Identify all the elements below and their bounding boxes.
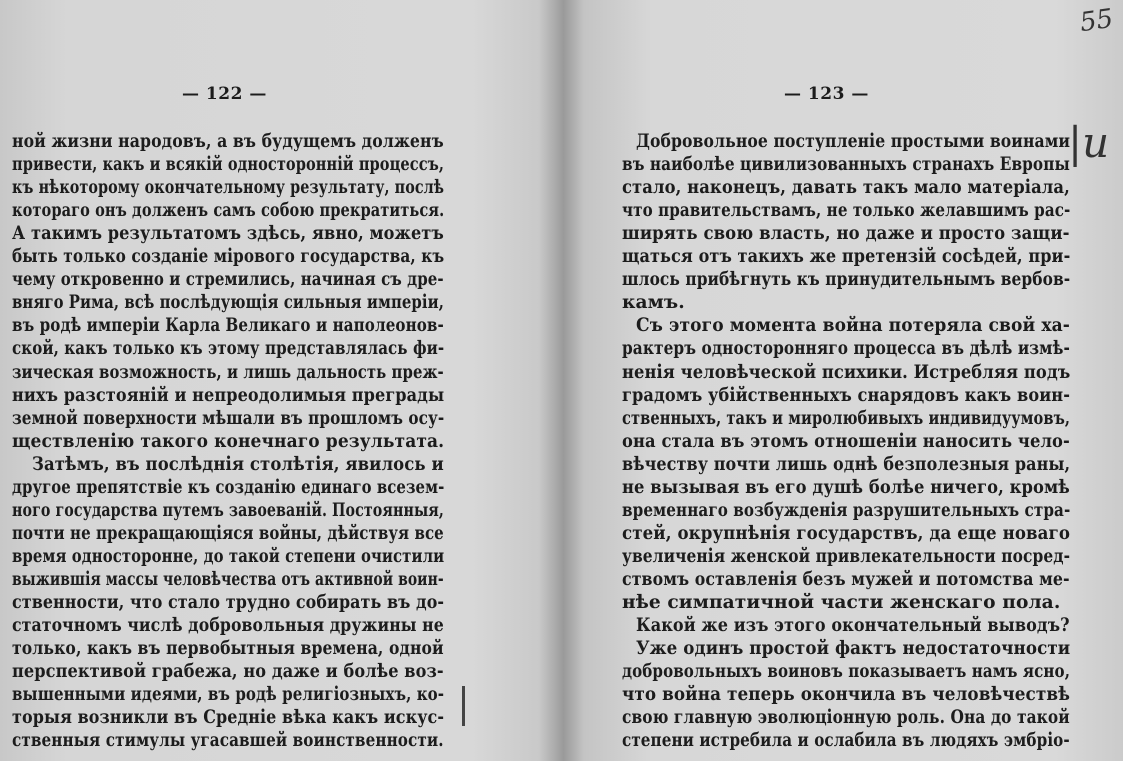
text-line: степени истребила и ослабила въ людяхъ эмбріо- — [622, 730, 1070, 752]
text-line: не вызывая въ его душѣ болѣе ничего, кромѣ — [622, 476, 1070, 498]
text-line: временнаго возбужденія разрушительныхъ стра- — [622, 499, 1071, 521]
text-line: вышенными идеями, въ родѣ религіозныхъ, ко- — [12, 684, 445, 706]
text-line: А такимъ результатомъ здѣсь, явно, можетъ — [12, 223, 444, 245]
text-line: вняго Рима, всѣ послѣдующія сильныя имперіи, — [12, 292, 444, 314]
text-line: вѣчеству почти лишь однѣ безполезныя раны, — [622, 453, 1071, 475]
text-line: шлось прибѣгнуть къ принудительнымъ вербов- — [622, 269, 1071, 291]
text-line: стей, окрупнѣнія государствъ, да еще новаго — [622, 522, 1070, 544]
text-line: торыя возникли въ Средніе вѣка какъ искус- — [12, 707, 445, 729]
text-line: она стала въ этомъ отношеніи наносить чело- — [622, 430, 1070, 452]
text-line: ственныхъ, такъ и миролюбивыхъ индивидуумовъ, — [622, 407, 1071, 429]
text-line: почти не прекращающіяся войны, дѣйствуя все — [12, 522, 444, 544]
handwritten-page-mark: 55 — [1078, 3, 1116, 39]
text-line: ственности, что стало трудно собирать въ до- — [12, 592, 445, 613]
page-number-right: — 123 — — [784, 84, 869, 104]
text-line: перспективой грабежа, но даже и болѣе воз- — [12, 661, 444, 683]
text-line: что правительствамъ, не только желавшимъ рас- — [622, 200, 1071, 222]
text-line: зическая возможность, и лишь дальность преж- — [12, 361, 444, 383]
text-line: ного государства путемъ завоеваній. Постоянныя, — [12, 499, 444, 521]
text-line: въ родѣ имперіи Карла Великаго и наполеонов- — [12, 315, 444, 337]
text-line: ствомъ оставленія безъ мужей и потомства ме- — [622, 568, 1070, 590]
text-line: въ наиболѣе цивилизованныхъ странахъ Европы — [622, 154, 1070, 176]
text-line: щаться отъ такихъ же претензій сосѣдей, при- — [622, 246, 1071, 268]
text-line: ществленію такого конечнаго результата. — [12, 430, 445, 452]
text-line: статочномъ числѣ добровольныя дружины не — [12, 615, 444, 637]
right-page — [552, 0, 1123, 761]
text-line: камъ. — [622, 292, 685, 314]
text-line: Уже одинъ простой фактъ недостаточности — [636, 638, 1071, 660]
text-line: земной поверхности мѣшали въ прошломъ осу- — [12, 407, 445, 429]
text-line: привести, какъ и всякій односторонній процессъ, — [12, 154, 445, 176]
text-line: ненія человѣческой психики. Истребляя подъ — [622, 361, 1071, 383]
text-line: время односторонне, до такой степени очистили — [12, 545, 445, 567]
text-line: что война теперь окончила въ человѣчествѣ — [622, 684, 1070, 706]
text-line: ственныя стимулы угасавшей воинственности. — [12, 730, 444, 752]
left-page — [0, 0, 540, 761]
text-line: нихъ разстояній и непреодолимыя преграды — [12, 384, 445, 406]
text-line: Затѣмъ, въ послѣднія столѣтія, явилось и — [32, 453, 444, 475]
margin-pencil-bar — [462, 686, 465, 726]
text-line: другое препятствіе къ созданію единаго всезем- — [12, 476, 445, 498]
handwritten-margin-mark: |и — [1068, 118, 1110, 167]
text-line: чему откровенно и стремились, начиная съ дре- — [12, 269, 444, 291]
text-line: нѣе симпатичной части женскаго пола. — [622, 592, 1061, 613]
text-line: только, какъ въ первобытныя времена, одной — [12, 638, 444, 660]
text-line: быть только созданіе мірового государства, къ — [12, 246, 445, 268]
text-line: ширять свою власть, но даже и просто защи- — [622, 223, 1070, 245]
text-line: градомъ убійственныхъ снарядовъ какъ воин- — [622, 384, 1071, 406]
text-line: свою главную эволюціонную роль. Она до такой — [622, 707, 1070, 729]
text-line: Съ этого момента война потеряла свой ха- — [636, 315, 1070, 337]
text-line: котораго онъ долженъ самъ собою прекратиться. — [12, 200, 445, 222]
text-line: Добровольное поступленіе простыми воинами — [636, 131, 1071, 152]
text-line: ной жизни народовъ, а въ будущемъ долженъ — [12, 131, 444, 152]
text-line: стало, наконецъ, давать такъ мало матеріала, — [622, 177, 1070, 199]
text-line: ской, какъ только къ этому представлялась фи- — [12, 338, 445, 360]
text-line: къ нѣкоторому окончательному результату, послѣ — [12, 177, 445, 199]
page-number-left: — 122 — — [182, 84, 267, 104]
text-line: увеличенія женской привлекательности посред- — [622, 545, 1071, 567]
text-line: добровольныхъ воиновъ показываетъ намъ ясно, — [622, 661, 1071, 683]
text-line: рактеръ односторонняго процесса въ дѣлѣ измѣ- — [622, 338, 1070, 360]
text-line: выжившія массы человѣчества отъ активной воин- — [12, 568, 444, 590]
text-line: Какой же изъ этого окончательный выводъ? — [636, 615, 1070, 637]
